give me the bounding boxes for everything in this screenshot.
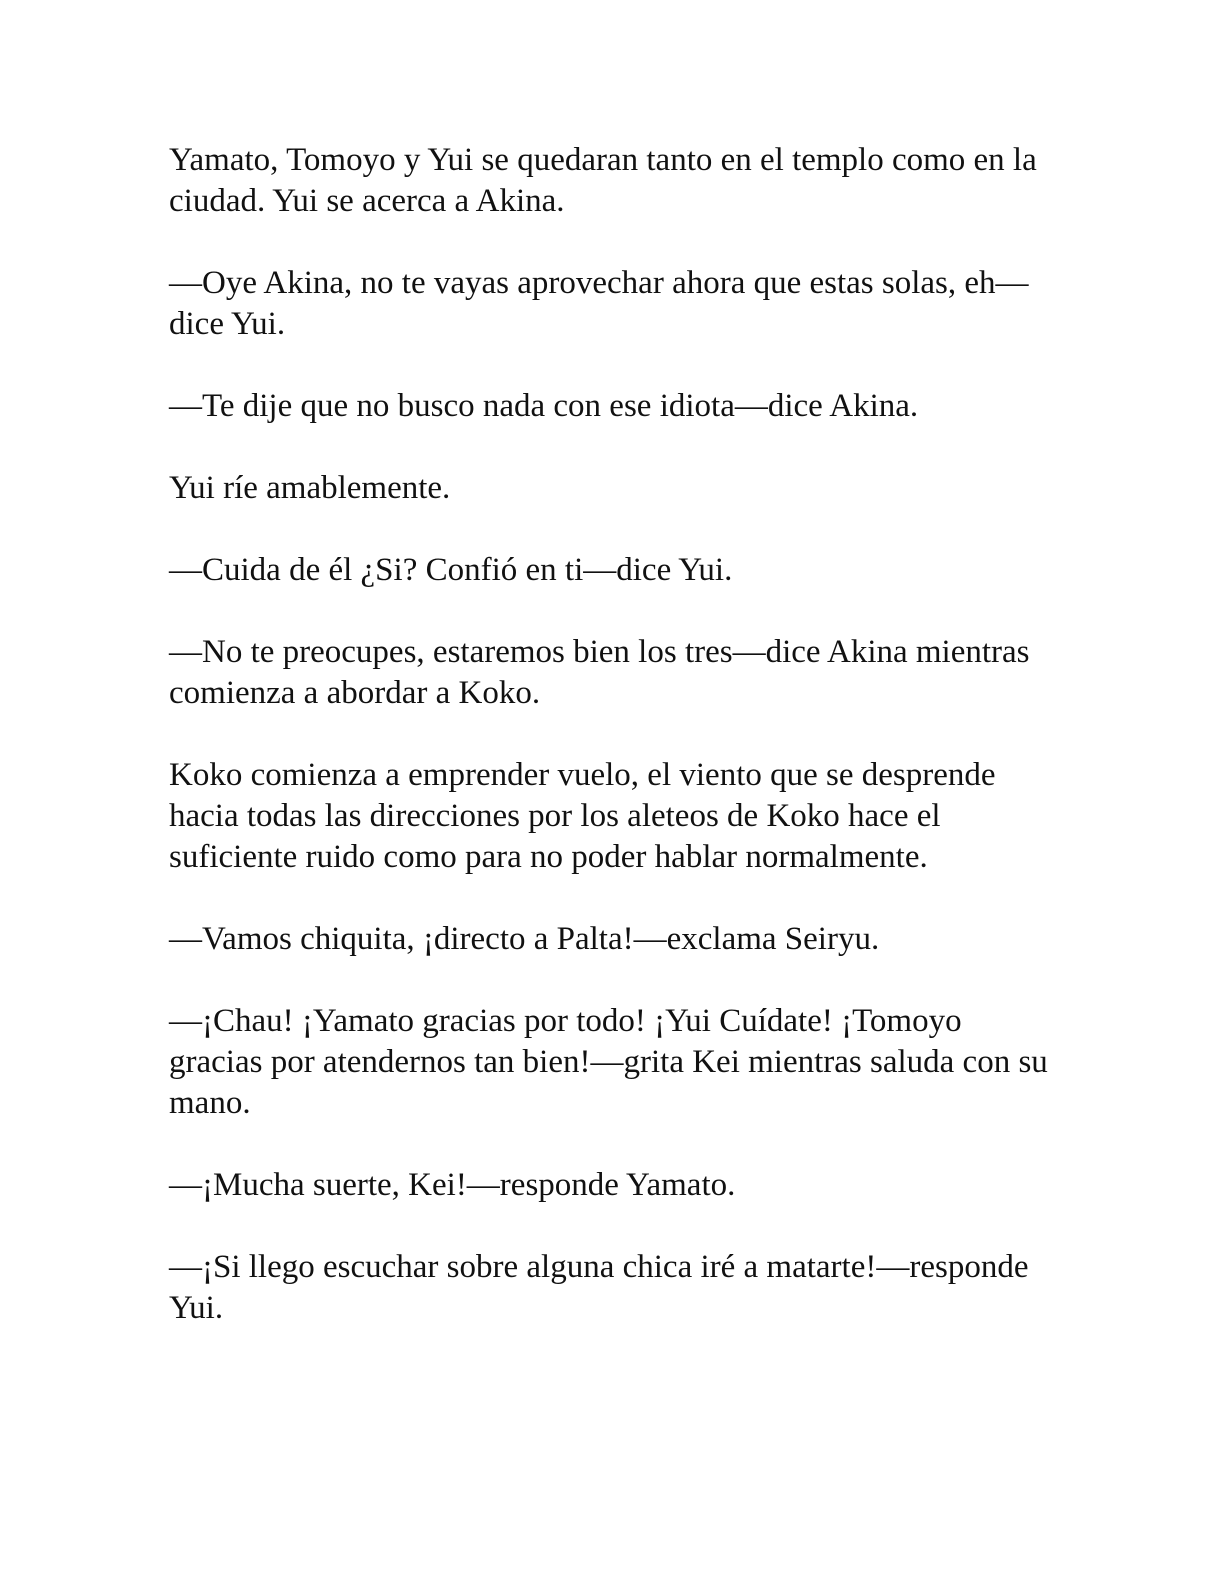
paragraph: —¡Chau! ¡Yamato gracias por todo! ¡Yui Cuídate! ¡Tomoyo gracias por atendernos tan bien!—grita Kei mientras saluda con su mano.: [169, 1003, 1048, 1121]
paragraph: —Vamos chiquita, ¡directo a Palta!—exclama Seiryu.: [169, 921, 880, 957]
paragraph: —¡Si llego escuchar sobre alguna chica iré a matarte!—responde Yui.: [169, 1249, 1029, 1326]
paragraph: —Cuida de él ¿Si? Confió en ti—dice Yui.: [169, 552, 733, 588]
paragraph: Koko comienza a emprender vuelo, el viento que se desprende hacia todas las direcciones por los aleteos de Koko hace el suficiente ruido como para no poder hablar normalmente.: [169, 757, 996, 875]
paragraph: —No te preocupes, estaremos bien los tres—dice Akina mientras comienza a abordar a Koko.: [169, 634, 1030, 711]
document-body: [169, 140, 1049, 1370]
paragraph: —Te dije que no busco nada con ese idiota—dice Akina.: [169, 388, 919, 424]
paragraph: Yamato, Tomoyo y Yui se quedaran tanto en el templo como en la ciudad. Yui se acerca a Akina.: [169, 142, 1037, 219]
paragraph: —Oye Akina, no te vayas aprovechar ahora que estas solas, eh—dice Yui.: [169, 265, 1029, 342]
paragraph: Yui ríe amablemente.: [169, 470, 451, 506]
paragraph: —¡Mucha suerte, Kei!—responde Yamato.: [169, 1167, 736, 1203]
